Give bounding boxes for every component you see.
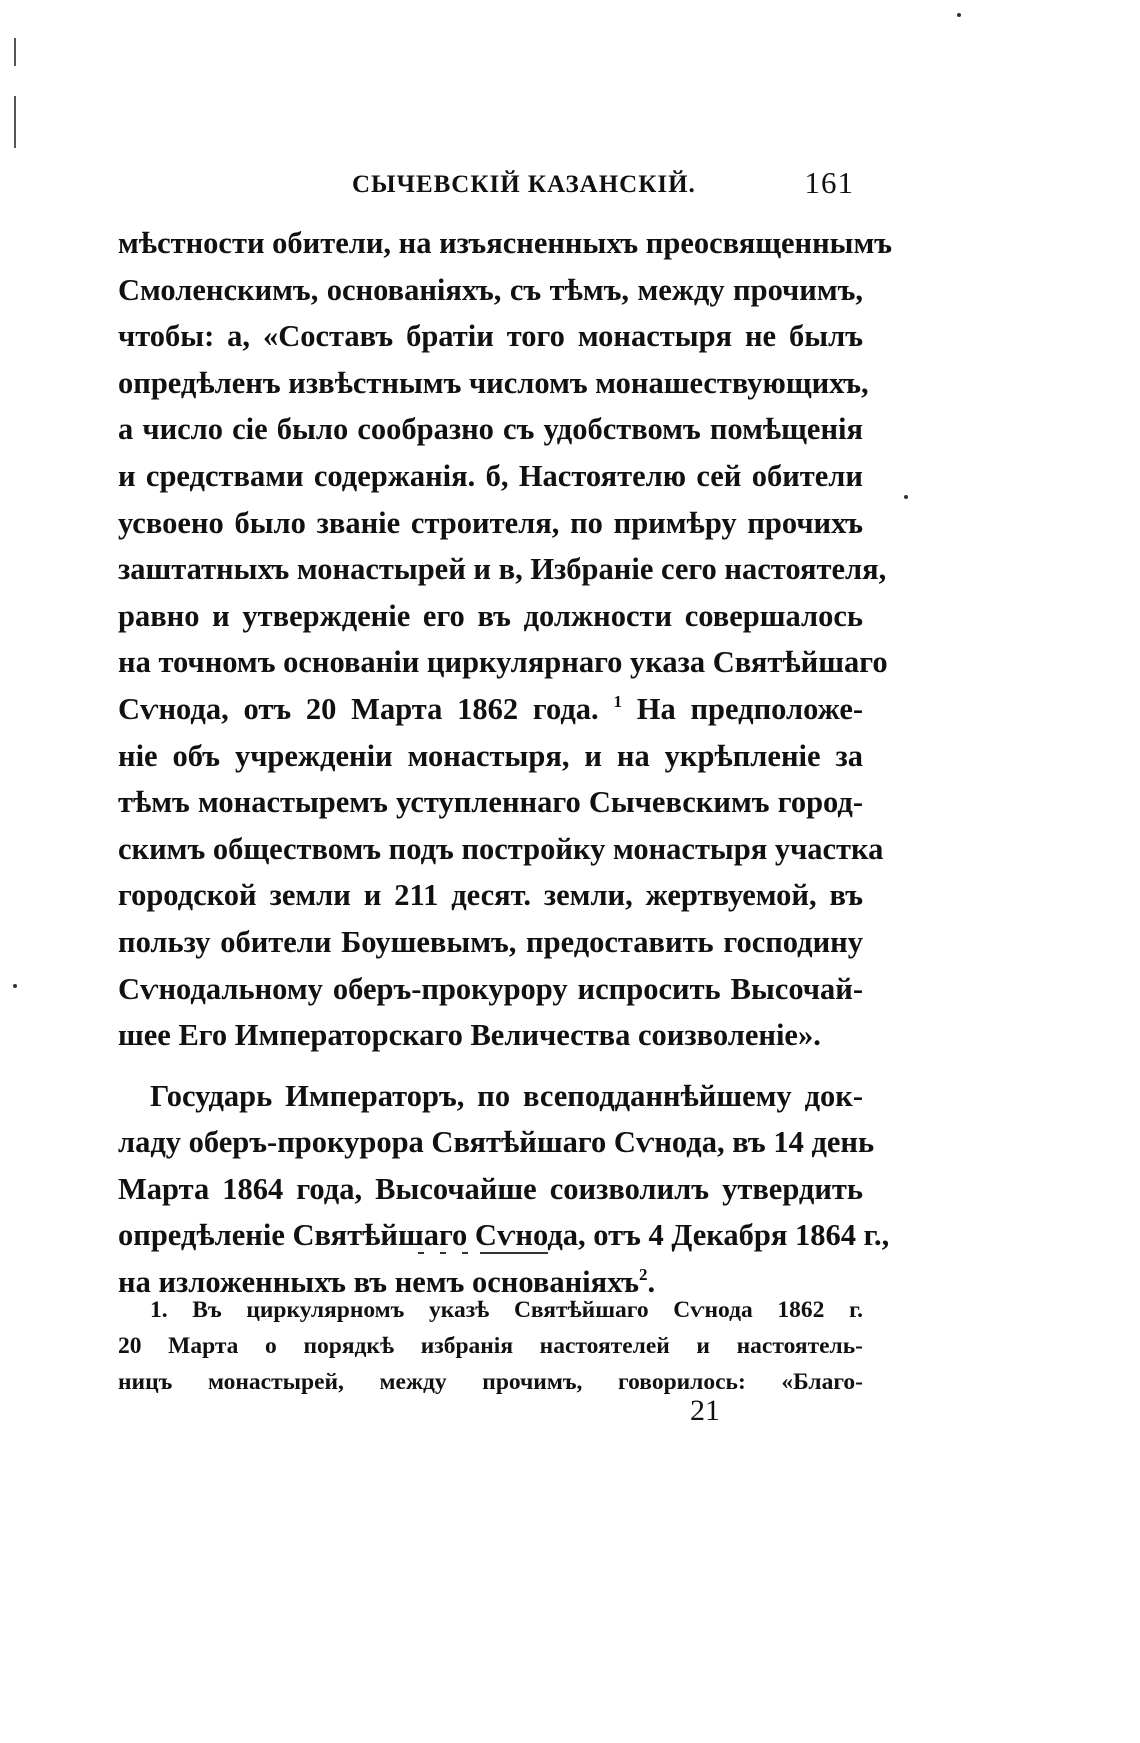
footnote-line: ницъ монастырей, между прочимъ, говорилось: «Благо- <box>118 1369 863 1395</box>
footnote-line: 1. Въ циркулярномъ указѣ Святѣйшаго Сѵнода 1862 г. <box>150 1297 863 1323</box>
text-line: городской земли и 211 десят. земли, жертвуемой, въ <box>118 878 863 913</box>
text-line-head: Сѵнода, отъ 20 Марта 1862 года. <box>118 691 599 726</box>
text-line: Смоленскимъ, основаніяхъ, съ тѣмъ, между прочимъ, <box>118 272 863 307</box>
text-line: ладу оберъ-прокурора Святѣйшаго Сѵнода, въ 14 день <box>118 1125 875 1160</box>
footnote-ref: 1 <box>613 691 622 711</box>
scan-speck <box>13 984 17 988</box>
text-line: опредѣленіе Святѣйшаго Сѵнода, отъ 4 Декабря 1864 г., <box>118 1218 890 1253</box>
page-number: 161 <box>804 165 854 200</box>
text-line: усвоено было званіе строителя, по примѣру прочихъ <box>118 505 863 540</box>
footnote-line: 20 Марта о порядкѣ избранія настоятелей и настоятель- <box>118 1333 863 1359</box>
text-line: заштатныхъ монастырей и в, Избраніе сего настоятеля, <box>118 552 887 587</box>
text-line: Сѵнодальному оберъ-прокурору испросить Высочай- <box>118 971 863 1006</box>
text-line: на изложенныхъ въ немъ основаніяхъ$^2$. <box>118 1265 656 1300</box>
running-title: СЫЧЕВСКІЙ КАЗАНСКІЙ. <box>352 171 696 198</box>
scan-speck <box>957 13 961 17</box>
text-line: равно и утвержденіе его въ должности совершалось <box>118 598 863 633</box>
scan-speck <box>904 495 908 499</box>
footnote-ref: 2 <box>639 1265 648 1285</box>
footnote-separator <box>418 1252 548 1254</box>
paragraph <box>118 1073 890 1306</box>
text-line: чтобы: а, «Составъ братіи того монастыря не былъ <box>118 319 863 354</box>
text-line: Государь Императоръ, по всеподданнѣйшему док- <box>150 1078 863 1113</box>
text-line: а число сіе было сообразно съ удобствомъ помѣщенія <box>118 412 863 447</box>
text-line: и средствами содержанія. б, Настоятелю сей обители <box>118 458 863 493</box>
text-line: на точномъ основаніи циркулярнаго указа Святѣйшаго <box>118 645 888 680</box>
running-head <box>352 165 872 205</box>
main-text <box>118 220 893 1306</box>
printer-signature: 21 <box>690 1394 720 1427</box>
text-line: Марта 1864 года, Высочайше соизволилъ утвердить <box>118 1171 863 1206</box>
text-line: ніе объ учрежденіи монастыря, и на укрѣпленіе за <box>118 738 863 773</box>
text-line-head: на изложенныхъ въ немъ основаніяхъ <box>118 1265 639 1300</box>
text-line: шее Его Императорскаго Величества соизволеніе». <box>118 1018 821 1053</box>
text-line-tail: На предположе- <box>636 691 864 726</box>
scan-edge-mark <box>14 38 16 66</box>
text-line: тѣмъ монастыремъ уступленнаго Сычевскимъ город- <box>118 785 863 820</box>
text-line: скимъ обществомъ подъ постройку монастыря участка <box>118 831 884 866</box>
footnote <box>118 1292 863 1400</box>
text-line: мѣстности обители, на изъясненныхъ преосвященнымъ <box>118 226 893 260</box>
text-line: опредѣленъ извѣстнымъ числомъ монашествующихъ, <box>118 365 869 400</box>
scan-edge-mark <box>14 96 16 148</box>
text-line <box>118 686 863 733</box>
text-line: пользу обители Боушевымъ, предоставить господину <box>118 924 863 959</box>
paragraph <box>118 220 893 1059</box>
